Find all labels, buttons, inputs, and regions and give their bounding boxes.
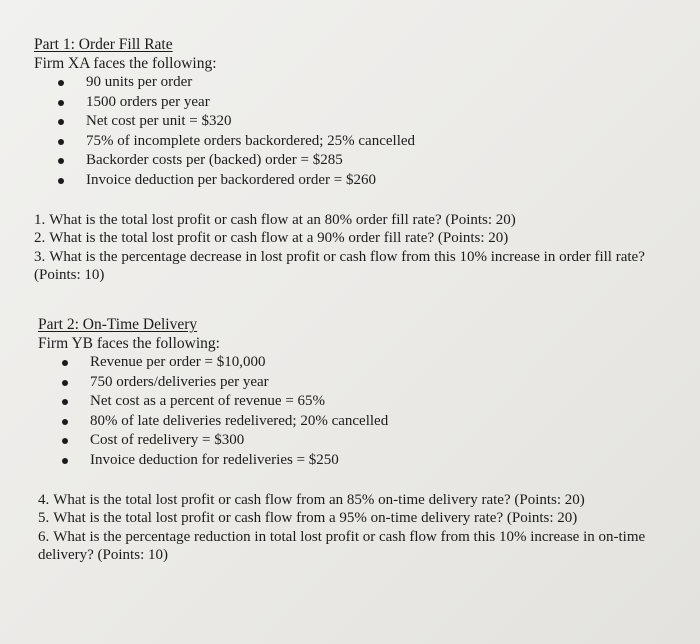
part2-heading: Part 2: On-Time Delivery bbox=[38, 316, 198, 333]
question-item bbox=[34, 211, 684, 230]
question-item bbox=[34, 229, 684, 248]
question-number: 2. bbox=[34, 230, 46, 247]
part1-heading: Part 1: Order Fill Rate bbox=[34, 36, 173, 53]
part2-section bbox=[38, 316, 684, 565]
question-item bbox=[34, 248, 684, 285]
bullet-text: Invoice deduction for redeliveries = $250 bbox=[90, 451, 339, 468]
part1-bullet-item bbox=[34, 151, 684, 171]
bullet-icon bbox=[62, 419, 68, 425]
question-text: What is the percentage reduction in total lost profit or cash flow from this 10% increase in on-time delivery? (Points: 10) bbox=[38, 528, 646, 564]
question-number: 4. bbox=[38, 491, 50, 508]
part2-bullet-list bbox=[38, 353, 684, 471]
bullet-icon bbox=[58, 139, 64, 145]
bullet-icon bbox=[58, 80, 64, 86]
bullet-text: 1500 orders per year bbox=[86, 93, 210, 110]
question-number: 3. bbox=[34, 248, 46, 265]
part1-bullet-item bbox=[34, 73, 684, 93]
question-number: 6. bbox=[38, 528, 50, 545]
part1-question-list bbox=[34, 211, 684, 285]
part1-bullet-item bbox=[34, 112, 684, 132]
part2-bullet-item bbox=[38, 392, 684, 412]
part2-intro: Firm YB faces the following: bbox=[38, 335, 220, 352]
part1-intro: Firm XA faces the following: bbox=[34, 55, 217, 72]
part2-question-list bbox=[38, 491, 684, 565]
part2-bullet-item bbox=[38, 373, 684, 393]
bullet-icon bbox=[58, 100, 64, 106]
bullet-icon bbox=[58, 158, 64, 164]
question-text: What is the total lost profit or cash flow from a 95% on-time delivery rate? (Points: 20) bbox=[53, 510, 578, 527]
bullet-text: 90 units per order bbox=[86, 74, 193, 90]
bullet-text: Backorder costs per (backed) order = $285 bbox=[86, 152, 343, 169]
bullet-text: Net cost as a percent of revenue = 65% bbox=[90, 393, 326, 410]
bullet-icon bbox=[62, 399, 68, 405]
question-number: 5. bbox=[38, 510, 50, 527]
bullet-text: 80% of late deliveries redelivered; 20% cancelled bbox=[90, 412, 389, 429]
part1-bullet-list bbox=[34, 73, 684, 191]
question-item bbox=[38, 509, 684, 528]
question-item bbox=[38, 528, 684, 565]
bullet-text: Net cost per unit = $320 bbox=[86, 113, 232, 130]
bullet-icon bbox=[62, 438, 68, 444]
part1-bullet-item bbox=[34, 93, 684, 113]
bullet-text: 75% of incomplete orders backordered; 25% cancelled bbox=[86, 132, 416, 149]
part1-section bbox=[34, 36, 684, 285]
part2-bullet-item bbox=[38, 451, 684, 471]
question-text: What is the total lost profit or cash flow at an 80% order fill rate? (Points: 20) bbox=[49, 211, 516, 228]
question-item bbox=[38, 491, 684, 510]
question-text: What is the percentage decrease in lost profit or cash flow from this 10% increase in order fill rate? (Points: 10) bbox=[34, 248, 645, 284]
part2-bullet-item bbox=[38, 431, 684, 451]
part2-bullet-item bbox=[38, 353, 684, 373]
bullet-icon bbox=[62, 360, 68, 366]
bullet-text: Revenue per order = $10,000 bbox=[90, 354, 266, 370]
part1-bullet-item bbox=[34, 132, 684, 152]
part1-bullet-item bbox=[34, 171, 684, 191]
question-text: What is the total lost profit or cash flow from an 85% on-time delivery rate? (Points: 20) bbox=[53, 491, 585, 508]
bullet-text: 750 orders/deliveries per year bbox=[90, 373, 269, 390]
bullet-icon bbox=[58, 119, 64, 125]
bullet-icon bbox=[62, 380, 68, 386]
bullet-text: Invoice deduction per backordered order = $260 bbox=[86, 171, 377, 188]
question-number: 1. bbox=[34, 211, 46, 228]
part2-bullet-item bbox=[38, 412, 684, 432]
question-text: What is the total lost profit or cash flow at a 90% order fill rate? (Points: 20) bbox=[49, 230, 509, 247]
bullet-text: Cost of redelivery = $300 bbox=[90, 432, 245, 449]
bullet-icon bbox=[62, 458, 68, 464]
bullet-icon bbox=[58, 178, 64, 184]
